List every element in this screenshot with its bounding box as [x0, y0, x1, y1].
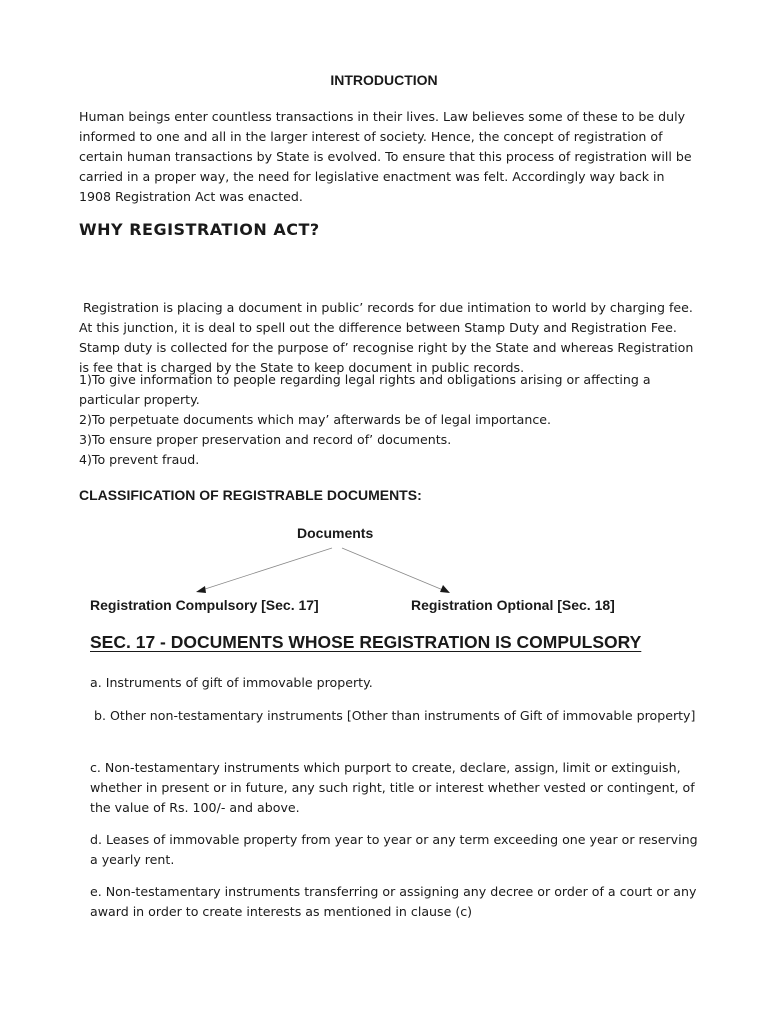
purpose-list	[79, 370, 699, 470]
introduction-title: INTRODUCTION	[330, 72, 438, 88]
purpose-item: 3)To ensure proper preservation and record of’ documents.	[79, 432, 452, 447]
connector-right	[342, 548, 443, 590]
sec17-item: a. Instruments of gift of immovable property.	[90, 675, 373, 690]
why-registration-heading: WHY REGISTRATION ACT?	[79, 220, 320, 239]
arrowhead-right-icon	[440, 585, 450, 593]
introduction-text: Human beings enter countless transactions in their lives. Law believes some of these to be duly informed to one and all in the larger interest of society. Hence, the concept of registration of certain human transactions by State is evolved. To ensure that this process of registration will be carried in a proper way, the need for legislative enactment was felt. Accordingly way back in 1908 Registration Act was enacted.	[79, 109, 692, 204]
documents-node: Documents	[297, 525, 374, 541]
registration-compulsory-node: Registration Compulsory [Sec. 17]	[90, 597, 319, 613]
purpose-item: 4)To prevent fraud.	[79, 452, 200, 467]
sec17-item: d. Leases of immovable property from year to year or any term exceeding one year or reserving a yearly rent.	[90, 832, 698, 867]
registration-optional-node: Registration Optional [Sec. 18]	[411, 597, 615, 613]
classification-heading: CLASSIFICATION OF REGISTRABLE DOCUMENTS:	[79, 487, 422, 503]
sec17-item: b. Other non-testamentary instruments [Other than instruments of Gift of immovable property]	[90, 708, 696, 723]
sec17-item: c. Non-testamentary instruments which purport to create, declare, assign, limit or extinguish, whether in present or in future, any such right, title or interest whether vested or contingent, of the value of Rs. 100/- and above.	[90, 760, 695, 815]
arrowhead-left-icon	[196, 586, 206, 593]
connector-left	[202, 548, 332, 590]
why-registration-text: Registration is placing a document in public’ records for due intimation to world by charging fee. At this junction, it is deal to spell out the difference between Stamp Duty and Registration Fee. Stamp duty is collected for the purpose of’ recognise right by the State and whereas Registration is fee that is charged by the State to keep document in public records.	[79, 300, 698, 375]
introduction-paragraph	[79, 107, 699, 207]
classification-diagram	[0, 510, 768, 620]
purpose-item: 2)To perpetuate documents which may’ afterwards be of legal importance.	[79, 412, 552, 427]
sec17-item: e. Non-testamentary instruments transferring or assigning any decree or order of a court or any award in order to create interests as mentioned in clause (c)	[90, 884, 697, 919]
sec17-heading: SEC. 17 - DOCUMENTS WHOSE REGISTRATION IS COMPULSORY	[90, 632, 642, 652]
purpose-item: 1)To give information to people regarding legal rights and obligations arising or affecting a particular property.	[79, 372, 651, 407]
